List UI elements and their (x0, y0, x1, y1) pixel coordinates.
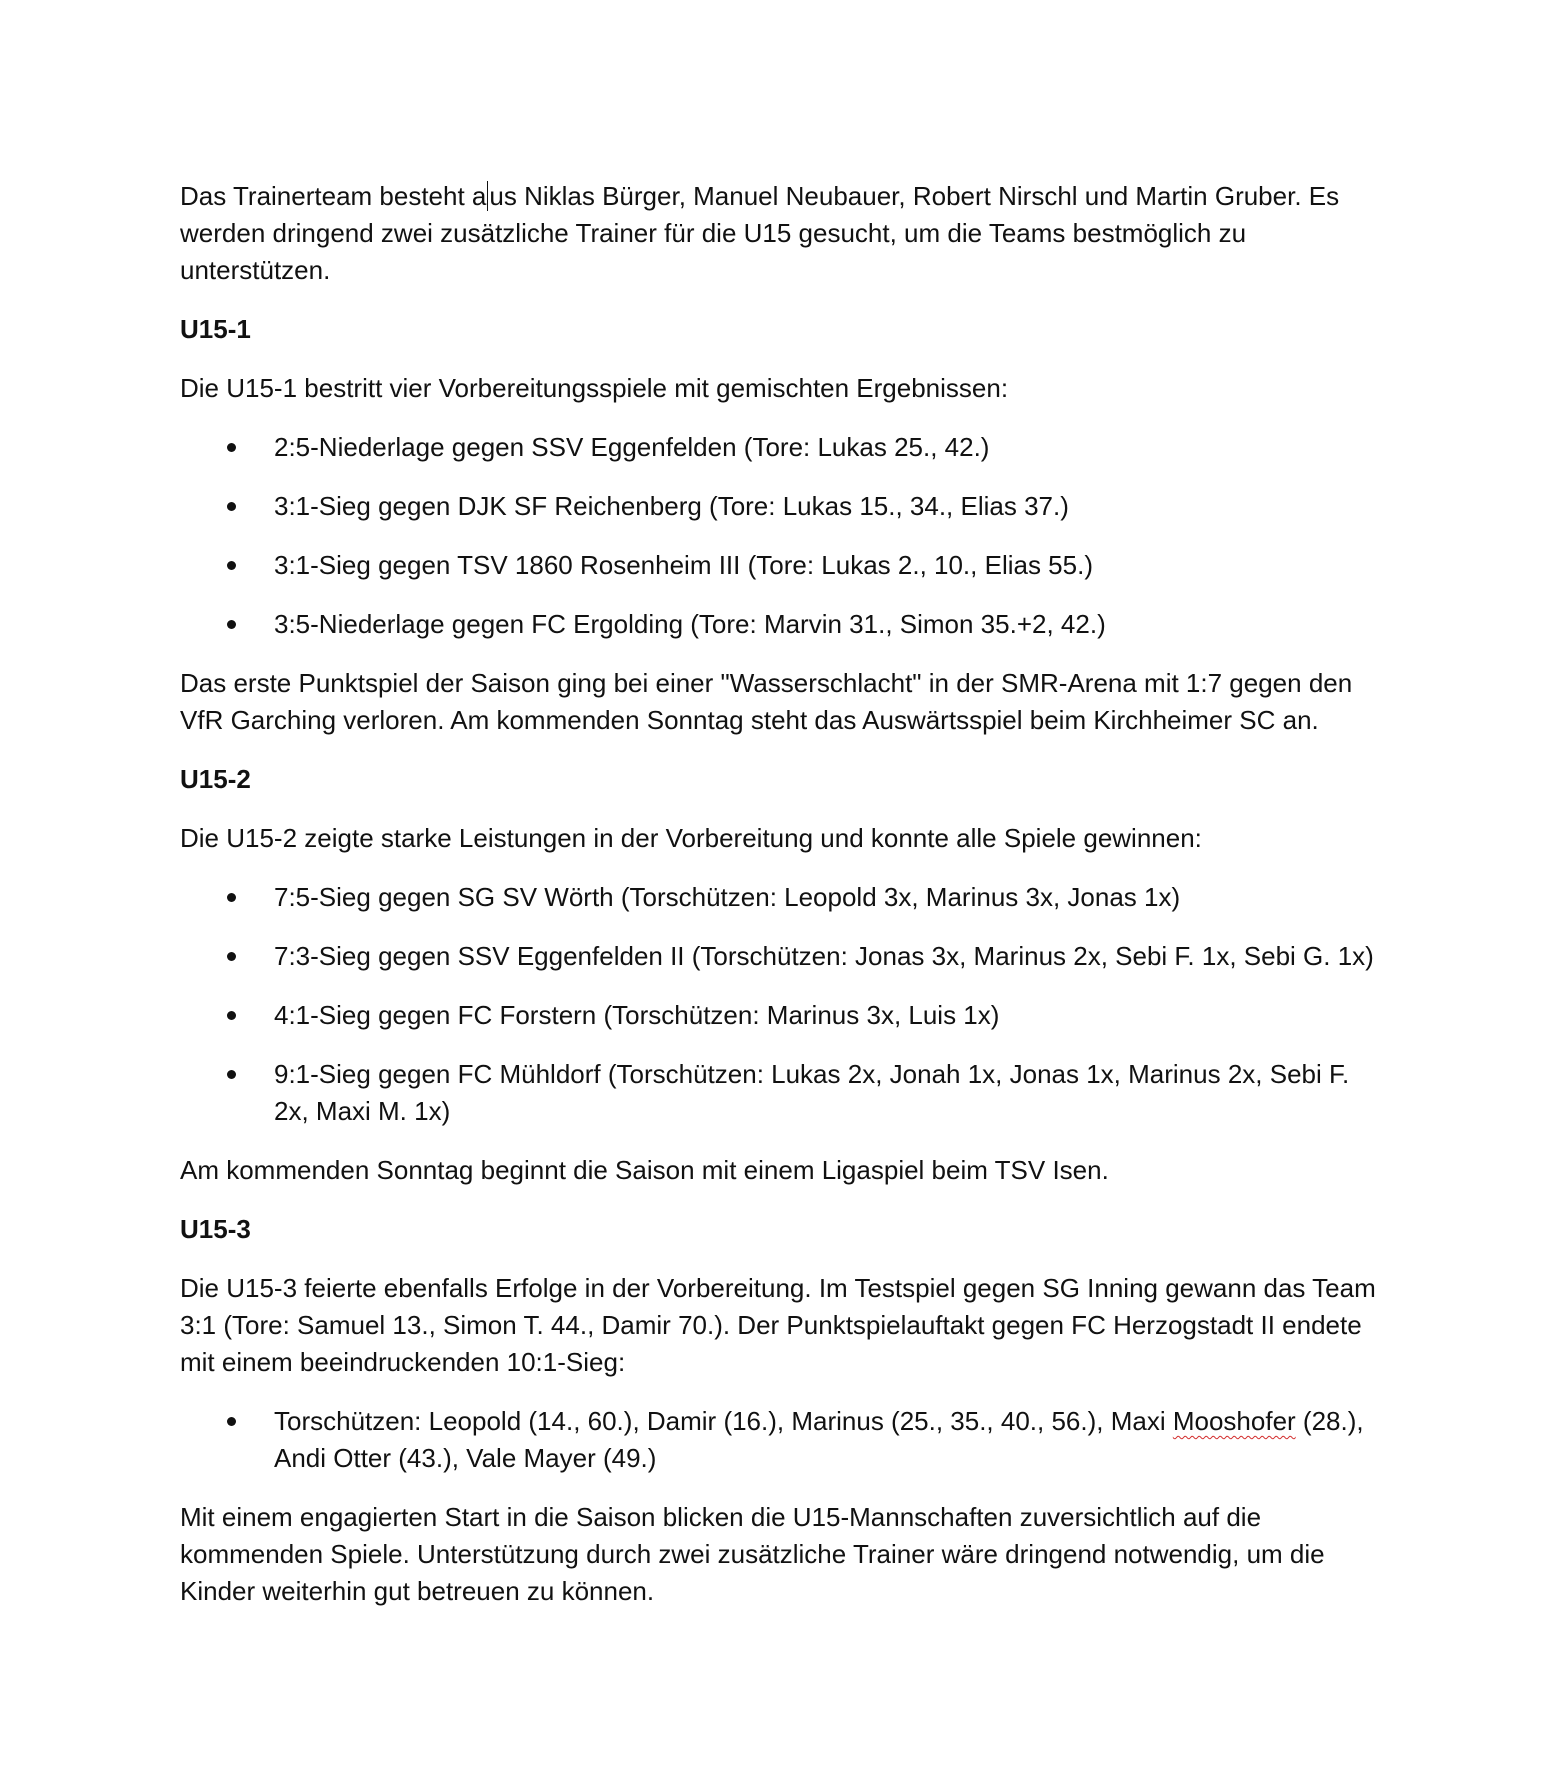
match-result: 3:1-Sieg gegen TSV 1860 Rosenheim III (Tore: Lukas 2., 10., Elias 55.) (274, 550, 1093, 580)
intro-text-end: us Niklas Bürger, Manuel Neubauer, Robert Nirschl und Martin Gruber. Es werden dringend zwei zusätzliche Trainer für die U15 gesucht, um die Teams bestmöglich zu unterstützen. (180, 181, 1340, 285)
bullet-icon (227, 893, 236, 902)
bullet-icon (227, 1070, 236, 1079)
u15-3-intro: Die U15-3 feierte ebenfalls Erfolge in der Vorbereitung. Im Testspiel gegen SG Inning gewann das Team 3:1 (Tore: Samuel 13., Simon T. 44., Damir 70.). Der Punktspielauftakt gegen FC Herzogstadt II endete mit einem beeindruckenden 10:1-Sieg: (180, 1273, 1376, 1377)
list-item (180, 938, 1380, 975)
list-item (180, 997, 1380, 1034)
intro-paragraph (180, 178, 1380, 289)
document-body[interactable] (180, 178, 1380, 1632)
u15-1-intro: Die U15-1 bestritt vier Vorbereitungsspiele mit gemischten Ergebnissen: (180, 373, 1009, 403)
match-result: 2:5-Niederlage gegen SSV Eggenfelden (Tore: Lukas 25., 42.) (274, 432, 990, 462)
list-item (180, 879, 1380, 916)
scorers-text-start: Torschützen: Leopold (14., 60.), Damir (16.), Marinus (25., 35., 40., 56.), Maxi (274, 1406, 1173, 1436)
bullet-icon (227, 502, 236, 511)
match-result: 7:5-Sieg gegen SG SV Wörth (Torschützen: Leopold 3x, Marinus 3x, Jonas 1x) (274, 882, 1181, 912)
list-item (180, 547, 1380, 584)
list-item (180, 1403, 1380, 1477)
u15-1-summary: Das erste Punktspiel der Saison ging bei einer "Wasserschlacht" in der SMR-Arena mit 1:7 gegen den VfR Garching verloren. Am kommenden Sonntag steht das Auswärtsspiel beim Kirchheimer SC an. (180, 668, 1353, 735)
u15-2-summary: Am kommenden Sonntag beginnt die Saison mit einem Ligaspiel beim TSV Isen. (180, 1155, 1109, 1185)
bullet-icon (227, 443, 236, 452)
list-item (180, 606, 1380, 643)
match-result: 9:1-Sieg gegen FC Mühldorf (Torschützen: Lukas 2x, Jonah 1x, Jonas 1x, Marinus 2x, Sebi F. 2x, Maxi M. 1x) (274, 1059, 1350, 1126)
spellcheck-flagged-word[interactable]: Mooshofer (1172, 1406, 1296, 1436)
heading-u15-2: U15-2 (180, 764, 251, 794)
u15-2-match-list (180, 879, 1380, 1130)
scorers-text-end: (28.), Andi Otter (43.), Vale Mayer (49.) (274, 1406, 1364, 1473)
u15-1-match-list (180, 429, 1380, 643)
list-item (180, 1056, 1380, 1130)
match-result: 3:5-Niederlage gegen FC Ergolding (Tore: Marvin 31., Simon 35.+2, 42.) (274, 609, 1106, 639)
match-result: 7:3-Sieg gegen SSV Eggenfelden II (Torschützen: Jonas 3x, Marinus 2x, Sebi F. 1x, Sebi G. 1x) (274, 941, 1374, 971)
match-result: 4:1-Sieg gegen FC Forstern (Torschützen: Marinus 3x, Luis 1x) (274, 1000, 1000, 1030)
heading-u15-3: U15-3 (180, 1214, 251, 1244)
u15-2-intro: Die U15-2 zeigte starke Leistungen in der Vorbereitung und konnte alle Spiele gewinnen: (180, 823, 1202, 853)
bullet-icon (227, 1011, 236, 1020)
match-result: 3:1-Sieg gegen DJK SF Reichenberg (Tore: Lukas 15., 34., Elias 37.) (274, 491, 1069, 521)
intro-text-start: Das Trainerteam besteht a (180, 181, 487, 211)
closing-paragraph: Mit einem engagierten Start in die Saison blicken die U15-Mannschaften zuversichtlich auf die kommenden Spiele. Unterstützung durch zwei zusätzliche Trainer wäre dringend notwendig, um die Kinder weiterhin gut betreuen zu können. (180, 1502, 1325, 1606)
list-item (180, 488, 1380, 525)
bullet-icon (227, 620, 236, 629)
bullet-icon (227, 561, 236, 570)
u15-3-scorer-list (180, 1403, 1380, 1477)
list-item (180, 429, 1380, 466)
bullet-icon (227, 952, 236, 961)
heading-u15-1: U15-1 (180, 314, 251, 344)
bullet-icon (227, 1417, 236, 1426)
